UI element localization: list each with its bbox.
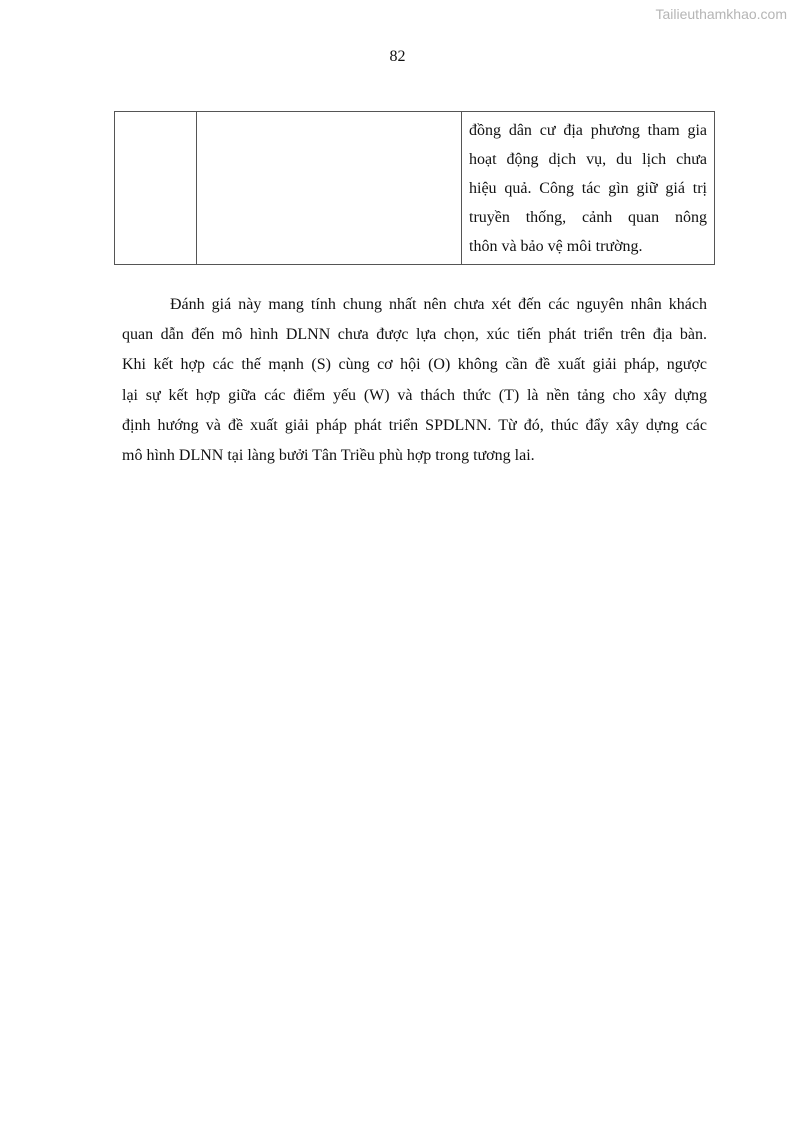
cell-line: hiệu quả. Công tác gìn giữ giá trị bbox=[469, 180, 707, 197]
swot-table-continuation bbox=[114, 111, 715, 265]
body-paragraph bbox=[122, 290, 707, 471]
cell-line: truyền thống, cảnh quan nông bbox=[469, 209, 707, 226]
cell-line: hoạt động dịch vụ, du lịch chưa bbox=[469, 151, 707, 168]
table-row bbox=[115, 112, 715, 265]
paragraph-line: lại sự kết hợp giữa các điểm yếu (W) và thách thức (T) là nền tảng cho xây dựng bbox=[122, 386, 707, 404]
paragraph-line: Khi kết hợp các thế mạnh (S) cùng cơ hội (O) không cần đề xuất giải pháp, ngược bbox=[122, 356, 707, 374]
paragraph-line: Đánh giá này mang tính chung nhất nên chưa xét đến các nguyên nhân khách bbox=[170, 296, 707, 313]
paragraph-line: định hướng và đề xuất giải pháp phát triển SPDLNN. Từ đó, thúc đẩy xây dựng các bbox=[122, 416, 707, 434]
table-cell-1 bbox=[115, 112, 197, 265]
table-cell-3 bbox=[462, 112, 715, 265]
cell-line: thôn và bảo vệ môi trường. bbox=[469, 238, 643, 255]
page-number: 82 bbox=[389, 48, 406, 65]
watermark: Tailieuthamkhao.com bbox=[655, 6, 787, 22]
paragraph-line: mô hình DLNN tại làng bưởi Tân Triều phù hợp trong tương lai. bbox=[122, 446, 535, 464]
paragraph-line: quan dẫn đến mô hình DLNN chưa được lựa chọn, xúc tiến phát triển trên địa bàn. bbox=[122, 326, 707, 344]
cell-line: đồng dân cư địa phương tham gia bbox=[469, 122, 707, 139]
table-cell-2 bbox=[197, 112, 462, 265]
